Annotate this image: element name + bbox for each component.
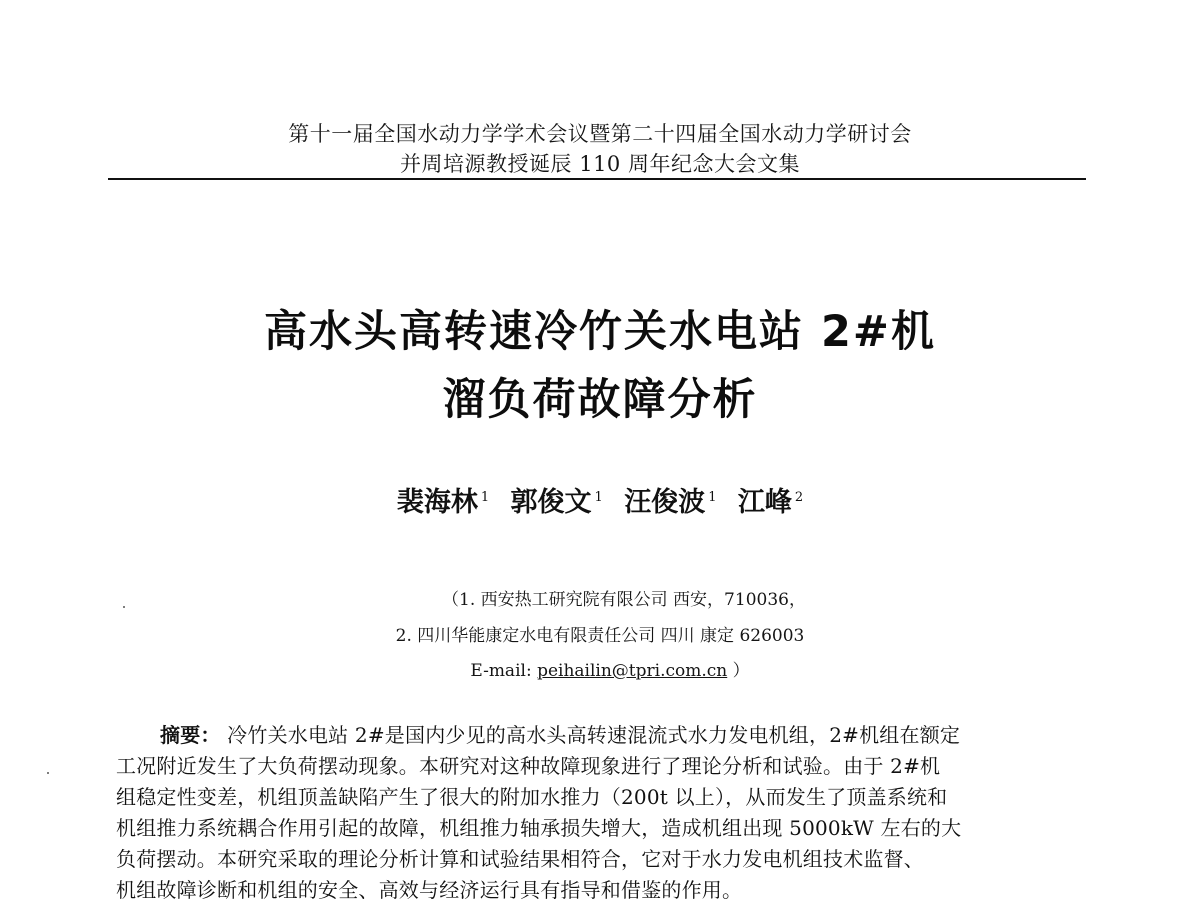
scan-speck: [123, 606, 125, 608]
proceedings-header-line-2: 并周培源教授诞辰 110 周年纪念大会文集: [400, 152, 800, 176]
paper-title-line-2: 溜负荷故障分析: [442, 375, 758, 425]
author-list: [0, 480, 1200, 519]
affiliation-line-1: （1. 西安热工研究院有限公司 西安，710036，: [442, 590, 806, 610]
abstract-line: 机组故障诊断和机组的安全、高效与经济运行具有指导和借鉴的作用。: [116, 878, 743, 902]
abstract: [116, 720, 1086, 906]
author-name: 汪俊波: [624, 487, 706, 518]
email-close-paren: ）: [727, 661, 750, 681]
abstract-line-text: 冷竹关水电站 2#是国内少见的高水头高转速混流式水力发电机组，2#机组在额定: [227, 723, 961, 747]
email-link[interactable]: peihailin@tpri.com.cn: [537, 661, 728, 681]
author-affiliation-mark: 1: [708, 490, 717, 505]
scan-speck: [47, 772, 49, 774]
affiliation-line-2: 2. 四川华能康定水电有限责任公司 四川 康定 626003: [395, 626, 805, 646]
abstract-line: 工况附近发生了大负荷摆动现象。本研究对这种故障现象进行了理论分析和试验。由于 2#机: [116, 754, 941, 778]
author-4: [738, 487, 803, 518]
author-name: 江峰: [737, 487, 792, 518]
header-divider: [108, 178, 1086, 180]
abstract-line: [116, 720, 1086, 751]
abstract-line: 负荷摆动。本研究采取的理论分析计算和试验结果相符合，它对于水力发电机组技术监督、: [116, 847, 924, 871]
contact-email-line: [10, 656, 1200, 681]
author-name: 郭俊文: [510, 487, 592, 518]
author-name: 裴海林: [396, 487, 478, 518]
email-label: E-mail:: [470, 661, 538, 681]
author-3: [624, 487, 716, 518]
proceedings-header-line-1: 第十一届全国水动力学学术会议暨第二十四届全国水动力学研讨会: [288, 122, 912, 146]
paper-title-line-1: 高水头高转速冷竹关水电站 2#机: [264, 307, 936, 357]
author-1: [397, 487, 489, 518]
abstract-label: 摘要：: [160, 723, 221, 747]
author-affiliation-mark: 1: [480, 490, 490, 505]
abstract-line: 机组推力系统耦合作用引起的故障，机组推力轴承损失增大，造成机组出现 5000kW 左右的大: [116, 816, 962, 840]
author-2: [511, 487, 603, 518]
author-affiliation-mark: 1: [594, 490, 603, 505]
abstract-line: 组稳定性变差，机组顶盖缺陷产生了很大的附加水推力（200t 以上），从而发生了顶盖系统和: [116, 785, 948, 809]
author-affiliation-mark: 2: [794, 490, 804, 505]
